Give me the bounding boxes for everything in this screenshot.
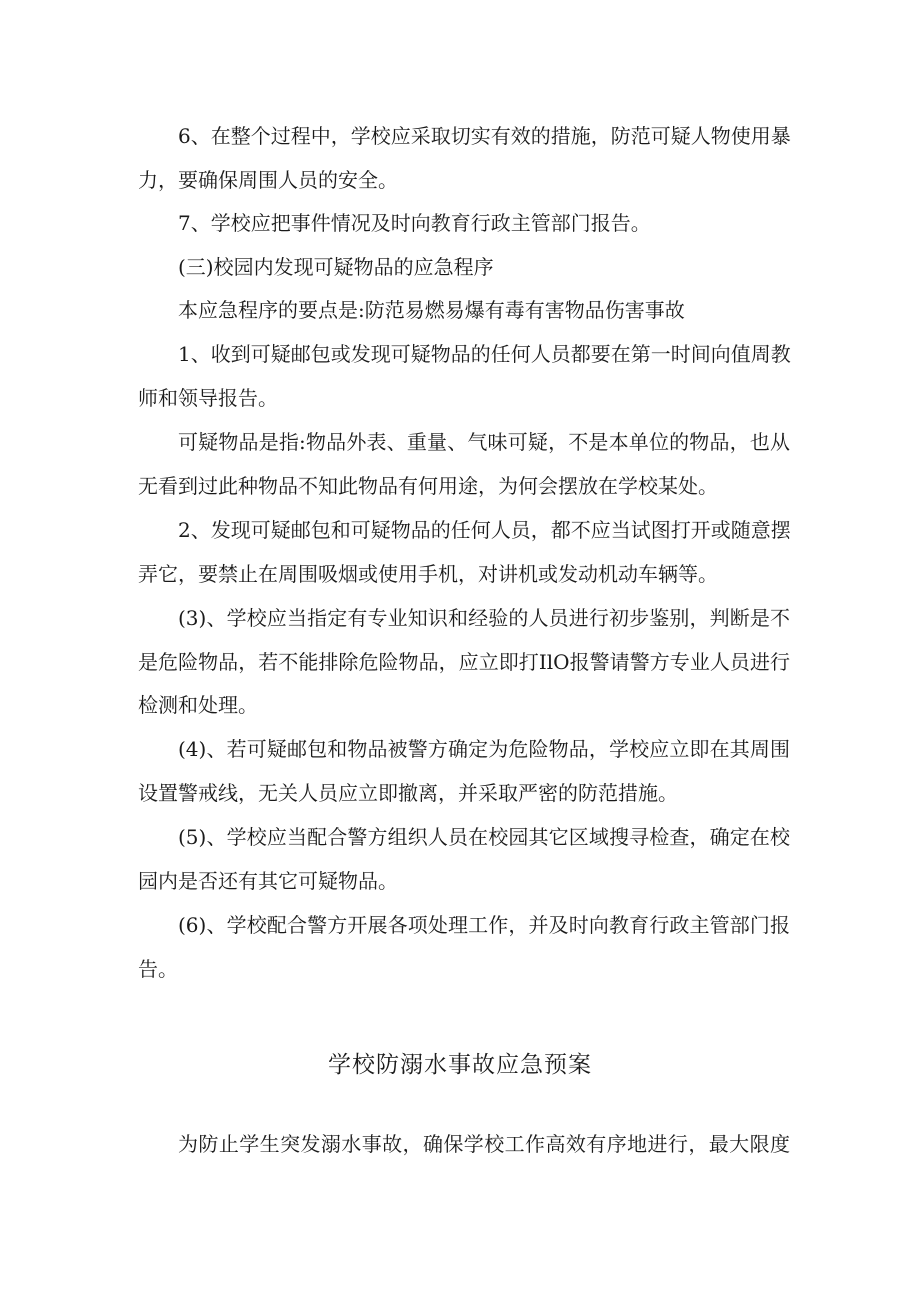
- paragraph-6-line-1: 6、在整个过程中，学校应采取切实有效的措施，防范可疑人物使用暴: [178, 124, 791, 148]
- item-3-line-2: 是危险物品，若不能排除危险物品，应立即打IlO报警请警方专业人员进行: [138, 650, 790, 674]
- procedure-key-point: 本应急程序的要点是:防范易燃易爆有毒有害物品伤害事故: [178, 298, 685, 322]
- paragraph-7-line-1: 7、学校应把事件情况及时向教育行政主管部门报告。: [178, 211, 651, 235]
- item-4-line-2: 设置警戒线，无关人员应立即撤离，并采取严密的防范措施。: [138, 781, 678, 805]
- subsection-heading: (三)校园内发现可疑物品的应急程序: [178, 255, 494, 279]
- item-3-line-3: 检测和处理。: [138, 693, 258, 717]
- item-2-line-2: 弄它，要禁止在周围吸烟或使用手机，对讲机或发动机动车辆等。: [138, 562, 718, 586]
- item-3-line-1: (3)、学校应当指定有专业知识和经验的人员进行初步鉴别，判断是不: [178, 606, 790, 630]
- item-5-line-2: 园内是否还有其它可疑物品。: [138, 869, 398, 893]
- item-6-line-2: 告。: [138, 957, 178, 981]
- paragraph-6-line-2: 力，要确保周围人员的安全。: [138, 168, 398, 192]
- section-body-line-1: 为防止学生突发溺水事故，确保学校工作高效有序地进行，最大限度: [178, 1132, 790, 1156]
- section-title: 学校防溺水事故应急预案: [328, 1052, 592, 1078]
- item-4-line-1: (4)、若可疑邮包和物品被警方确定为危险物品，学校应立即在其周围: [178, 737, 790, 761]
- item-6-line-1: (6)、学校配合警方开展各项处理工作，并及时向教育行政主管部门报: [178, 913, 790, 937]
- definition-line-2: 无看到过此种物品不知此物品有何用途，为何会摆放在学校某处。: [138, 474, 718, 498]
- item-2-line-1: 2、发现可疑邮包和可疑物品的任何人员，都不应当试图打开或随意摆: [178, 518, 791, 542]
- item-1-line-1: 1、收到可疑邮包或发现可疑物品的任何人员都要在第一时间向值周教: [178, 342, 791, 366]
- item-1-line-2: 师和领导报告。: [138, 386, 278, 410]
- item-5-line-1: (5)、学校应当配合警方组织人员在校园其它区域搜寻检查，确定在校: [178, 825, 790, 849]
- definition-line-1: 可疑物品是指:物品外表、重量、气味可疑，不是本单位的物品，也从: [178, 430, 790, 454]
